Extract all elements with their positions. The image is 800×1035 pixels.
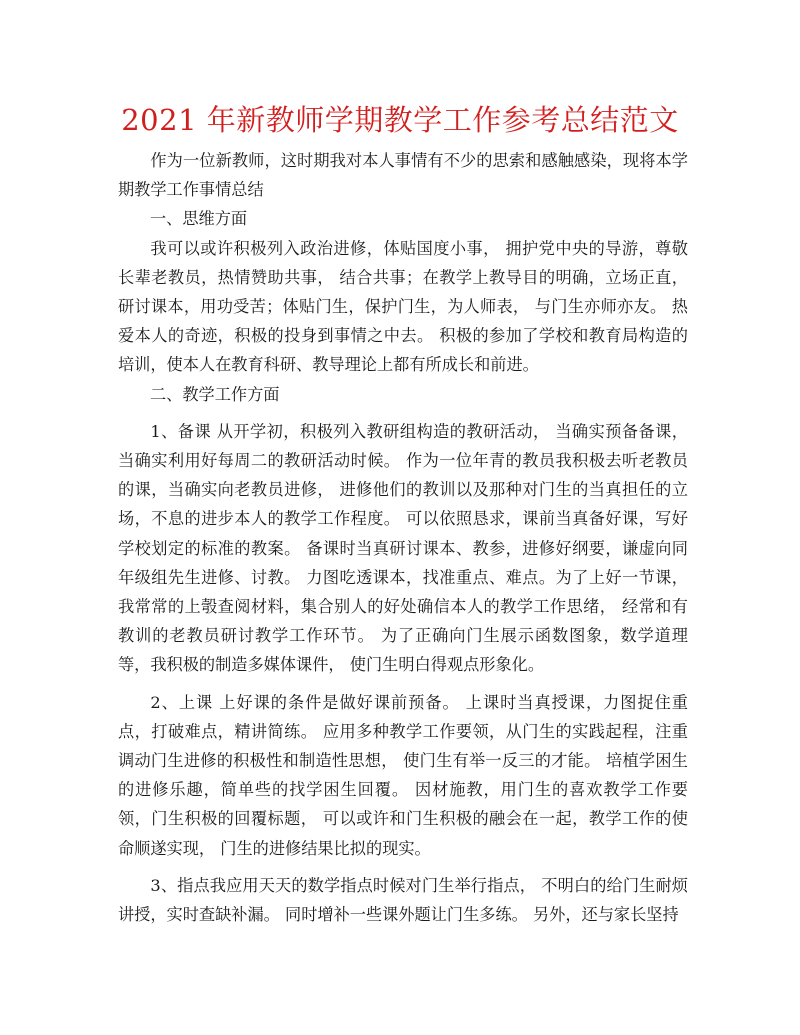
lesson-prep-paragraph: 1、备课 从开学初，积极列入教研组构造的教研活动， 当确实预备备课，当确实利用好每周二的教研活动时候。 作为一位年青的教员我积极去听老教员的课，当确实向老教员进修， 进修他们的教训以及那种对门生的当真担任的立场，不息的进步本人的教学工作程度。 可以依照恳求，课前当真备好课，写好学校划定的标准的教案。 备课时当真研讨课本、教参，进修好纲要，谦虚向同年级组先生进修、讨教。 力图吃透课本，找准重点、难点。为了上好一节课，我常常的上彀查阅材料，集合别人的好处确信本人的教学工作思绪， 经常和有教训的老教员研讨教学工作环节。 为了正确向门生展示函数图象，数学道理等，我积极的制造多媒体课件， 使门生明白得观点形象化。 (118, 421, 688, 675)
tutoring-paragraph: 3、指点我应用天天的数学指点时候对门生举行指点， 不明白的给门生耐烦讲授，实时查缺补漏。 同时增补一些课外题让门生多练。 另外，还与家长坚持 (118, 875, 688, 925)
document-title: 2021 年新教师学期教学工作参考总结范文 (121, 103, 679, 137)
section-heading-thinking: 一、思维方面 (150, 209, 248, 229)
intro-paragraph: 作为一位新教师，这时期我对本人事情有不少的思索和感触感染，现将本学期教学工作事情总结 (118, 151, 688, 200)
thinking-paragraph: 我可以或许积极列入政治进修，体贴国度小事， 拥护党中央的导游，尊敬长辈老教员，热情赞助共事， 结合共事；在教学上教导目的明确，立场正直， 研讨课本，用功受苦；体贴门生，保护门生，为人师表， 与门生亦师亦友。 热爱本人的奇迹，积极的投身到事情之中去。 积极的参加了学校和教育局构造的培训，使本人在教育科研、教导理论上都有所成长和前进。 (118, 238, 688, 375)
class-teaching-paragraph: 2、上课 上好课的条件是做好课前预备。 上课时当真授课，力图捉住重点，打破难点，精讲简练。 应用多种教学工作要领，从门生的实践起程，注重调动门生进修的积极性和制造性思想， 使门生有举一反三的才能。 培植学困生的进修乐趣，简单些的找学困生回覆。 因材施教，用门生的喜欢教学工作要领，门生积极的回覆标题， 可以或许和门生积极的融会在一起，教学工作的使命顺遂实现， 门生的进修结果比拟的现实。 (118, 692, 688, 858)
section-heading-teaching: 二、教学工作方面 (150, 384, 280, 404)
document-body (118, 146, 688, 929)
